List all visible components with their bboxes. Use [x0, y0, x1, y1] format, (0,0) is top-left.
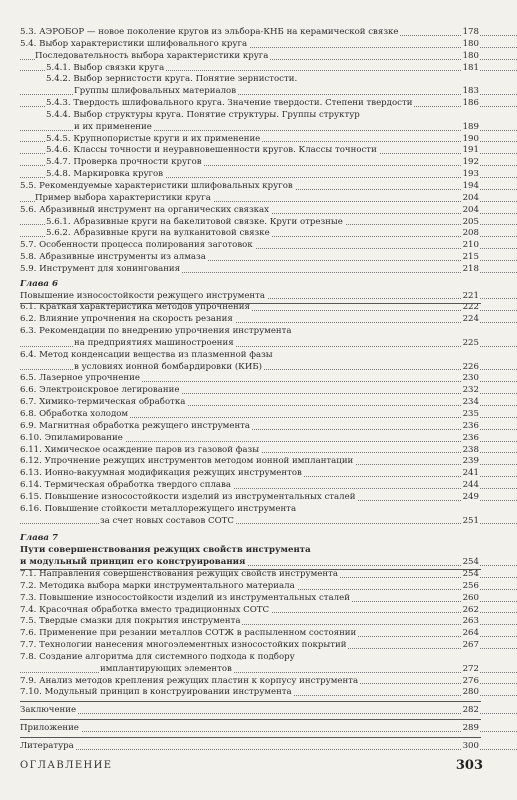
toc-entry	[0, 51, 517, 63]
toc-entry	[0, 545, 517, 557]
toc-entry-page: 239	[462, 456, 479, 467]
toc-entry	[0, 74, 517, 86]
section-divider	[20, 569, 481, 570]
toc-entry-page: 183	[462, 86, 479, 97]
toc-entry-title: 6.12. Упрочнение режущих инструментов методом ионной имплантации	[20, 456, 354, 467]
toc-entry	[0, 616, 517, 628]
toc-entry-page: 238	[462, 444, 479, 455]
toc-entry-title: 5.4.3. Твердость шлифовального круга. Значение твердости. Степени твердости	[46, 98, 413, 109]
toc-entry-page: 264	[462, 628, 479, 639]
toc-entry-title: 7.5. Твердые смазки для покрытия инструмента	[20, 616, 241, 627]
toc-entry	[0, 326, 517, 338]
toc-entry	[0, 314, 517, 326]
toc-entry	[0, 397, 517, 409]
toc-entry	[0, 240, 517, 252]
toc-entry	[0, 302, 517, 314]
toc-entry-page: 289	[462, 723, 479, 734]
toc-entry-title: 6.14. Термическая обработка твердого сплава	[20, 480, 231, 491]
toc-entry-title: 7.7. Технологии нанесения многоэлементных износостойких покрытий	[20, 640, 347, 651]
toc-entry-page: 210	[462, 240, 479, 251]
toc-entry-title: 7.6. Применение при резании металлов СОТЖ в распыленном состоянии	[20, 628, 357, 639]
toc-entry-title: 7.1. Направления совершенствования режущих свойств инструмента	[20, 568, 338, 579]
toc-entry	[0, 409, 517, 421]
section-divider	[20, 737, 481, 738]
toc-entry-title: за счет новых составов СОТС	[100, 515, 234, 526]
toc-entry-page: 189	[462, 121, 479, 132]
toc-entry-page: 222	[462, 302, 479, 313]
toc-entry	[0, 193, 517, 205]
toc-entry	[0, 86, 517, 98]
toc-entry	[0, 445, 517, 457]
toc-entry-title: 6.4. Метод конденсации вещества из плазменной фазы	[20, 349, 273, 360]
toc-entry-page: 225	[462, 337, 479, 348]
toc-entry-title: 7.2. Методика выбора марки инструментального материала	[20, 580, 295, 591]
toc-entry	[0, 628, 517, 640]
toc-entry	[0, 468, 517, 480]
toc-entry	[0, 557, 517, 569]
toc-entry	[0, 516, 517, 528]
toc-entry	[0, 504, 517, 516]
toc-entry-title: 5.5. Рекомендуемые характеристики шлифовальных кругов	[20, 180, 293, 191]
toc-entry	[0, 385, 517, 397]
toc-entry-page: 272	[462, 663, 479, 674]
dot-leader	[0, 516, 517, 528]
toc-entry-title: Заключение	[20, 705, 77, 716]
toc-entry-page: 267	[462, 640, 479, 651]
toc-entry-title: имплантирующих элементов	[100, 663, 232, 674]
toc-entry	[0, 593, 517, 605]
toc-entry-title: 6.1. Краткая характеристика методов упрочнения	[20, 302, 250, 313]
toc-entry-page: 181	[462, 62, 479, 73]
toc-entry	[0, 98, 517, 110]
toc-entry	[0, 27, 517, 39]
toc-entry-page: 194	[462, 180, 479, 191]
table-of-contents	[0, 27, 517, 753]
toc-entry-page: 236	[462, 432, 479, 443]
toc-entry	[0, 581, 517, 593]
dot-leader	[0, 664, 517, 676]
toc-entry-page: 232	[462, 385, 479, 396]
toc-entry-title: Литература	[20, 740, 74, 751]
toc-entry	[0, 252, 517, 264]
toc-entry	[0, 291, 517, 303]
toc-entry-page: 260	[462, 592, 479, 603]
toc-entry-page: 226	[462, 361, 479, 372]
toc-entry-title: 5.4.4. Выбор структуры круга. Понятие структуры. Группы структур	[46, 109, 360, 120]
toc-entry-title: и их применение	[74, 121, 152, 132]
toc-entry-title: 6.5. Лазерное упрочнение	[20, 373, 140, 384]
toc-entry-page: 190	[462, 133, 479, 144]
toc-entry-title: 5.4.5. Крупнопористые круги и их применение	[46, 133, 261, 144]
toc-entry	[0, 569, 517, 581]
toc-entry-title: 7.3. Повышение износостойкости изделий из инструментальных сталей	[20, 592, 350, 603]
toc-entry-title: на предприятиях машиностроения	[74, 337, 234, 348]
section-divider	[20, 701, 481, 702]
toc-entry-title: 5.3. АЭРОБОР — новое поколение кругов из эльбора-КНБ на керамической связке	[20, 27, 399, 37]
toc-entry-page: 215	[462, 252, 479, 263]
toc-entry-title: 7.10. Модульный принцип в конструировании инструмента	[20, 687, 292, 698]
toc-entry-title: 5.4.8. Маркировка кругов	[46, 169, 164, 180]
toc-entry-page: 218	[462, 263, 479, 274]
toc-entry-title: Группы шлифовальных материалов	[74, 86, 237, 97]
toc-entry	[0, 456, 517, 468]
toc-entry-page: 205	[462, 216, 479, 227]
toc-entry	[0, 264, 517, 276]
toc-entry	[0, 145, 517, 157]
toc-entry	[0, 676, 517, 688]
toc-entry	[0, 705, 517, 717]
toc-entry	[0, 652, 517, 664]
toc-entry-page: 254	[462, 557, 479, 568]
toc-entry	[0, 63, 517, 75]
toc-entry-page: 300	[462, 740, 479, 751]
toc-entry-title: в условиях ионной бомбардировки (КИБ)	[74, 361, 262, 372]
toc-entry-title: 5.6.2. Абразивные круги на вулканитовой связке	[46, 228, 270, 239]
toc-entry	[0, 480, 517, 492]
toc-entry-title: 7.9. Анализ методов крепления режущих пластин к корпусу инструмента	[20, 675, 359, 686]
toc-entry-title: 5.9. Инструмент для хонингования	[20, 263, 181, 274]
toc-entry	[0, 228, 517, 240]
toc-entry-title: Приложение	[20, 723, 79, 734]
toc-entry-title: 5.6.1. Абразивные круги на бакелитовой связке. Круги отрезные	[46, 216, 343, 227]
toc-entry-title: 5.4.7. Проверка прочности кругов	[46, 157, 202, 168]
toc-entry-title: 7.8. Создание алгоритма для системного подхода к подбору	[20, 651, 295, 662]
toc-entry-title: 6.10. Эпиламирование	[20, 432, 123, 443]
toc-entry-page: 180	[462, 50, 479, 61]
chapter-label: Глава 6	[20, 278, 58, 289]
toc-entry	[0, 741, 517, 753]
toc-entry-title: 5.6. Абразивный инструмент на органических связках	[20, 204, 269, 215]
toc-entry-page: 230	[462, 373, 479, 384]
toc-entry-page: 280	[462, 687, 479, 698]
dot-leader	[0, 741, 517, 753]
toc-entry-title: Повышение износостойкости режущего инструмента	[20, 290, 266, 301]
toc-entry-page: 244	[462, 480, 479, 491]
toc-entry-title: 6.15. Повышение износостойкости изделий из инструментальных сталей	[20, 491, 356, 502]
toc-entry-title: 6.13. Ионно-вакуумная модификация режущих инструментов	[20, 468, 302, 479]
toc-entry-title: и модульный принцип его конструирования	[20, 557, 246, 568]
toc-entry-page: 241	[462, 468, 479, 479]
toc-entry-page: 192	[462, 157, 479, 168]
toc-entry	[0, 640, 517, 652]
toc-entry-page: 204	[462, 204, 479, 215]
toc-entry-page: 224	[462, 314, 479, 325]
toc-entry	[0, 687, 517, 699]
toc-entry-title: 6.6. Электроискровое легирование	[20, 385, 180, 396]
toc-entry-title: 6.2. Влияние упрочнения на скорость резания	[20, 314, 233, 325]
toc-entry	[0, 723, 517, 735]
toc-entry-page: 282	[462, 705, 479, 716]
toc-entry	[0, 122, 517, 134]
toc-entry-page: 249	[462, 491, 479, 502]
toc-entry-page: 180	[462, 38, 479, 49]
toc-entry	[0, 217, 517, 229]
section-divider	[20, 719, 481, 720]
toc-entry-page: 251	[462, 515, 479, 526]
toc-entry-title: 6.16. Повышение стойкости металлорежущего инструмента	[20, 503, 297, 514]
toc-entry-title: 6.11. Химическое осаждение паров из газовой фазы	[20, 444, 260, 455]
section-divider	[20, 303, 481, 304]
toc-entry	[0, 110, 517, 122]
toc-entry-page: 262	[462, 604, 479, 615]
toc-entry	[0, 39, 517, 51]
toc-entry-title: 6.7. Химико-термическая обработка	[20, 397, 186, 408]
toc-entry-page: 178	[462, 27, 479, 37]
toc-entry-title: Пример выбора характеристики круга	[35, 192, 211, 203]
toc-entry-title: 7.4. Красочная обработка вместо традиционных СОТС	[20, 604, 270, 615]
toc-entry-title: 5.4.6. Классы точности и неуравновешенности кругов. Классы точности	[46, 145, 377, 156]
page-number: 303	[455, 758, 483, 773]
toc-entry-page: 254	[462, 568, 479, 579]
toc-entry-title: Последовательность выбора характеристики круга	[35, 50, 269, 61]
toc-entry	[0, 350, 517, 362]
toc-entry	[0, 205, 517, 217]
toc-entry-page: 208	[462, 228, 479, 239]
toc-entry-title: 5.4.2. Выбор зернистости круга. Понятие зернистости.	[46, 74, 298, 85]
toc-entry	[0, 492, 517, 504]
toc-entry	[0, 664, 517, 676]
toc-entry	[0, 433, 517, 445]
toc-entry-page: 186	[462, 98, 479, 109]
toc-entry	[0, 181, 517, 193]
toc-entry-page: 221	[462, 290, 479, 301]
toc-entry	[0, 605, 517, 617]
toc-entry	[0, 421, 517, 433]
toc-entry-page: 236	[462, 420, 479, 431]
toc-entry-title: 5.4. Выбор характеристики шлифовального круга	[20, 38, 248, 49]
toc-entry	[0, 533, 517, 545]
toc-entry-title: Пути совершенствования режущих свойств инструмента	[20, 545, 311, 556]
toc-entry	[0, 279, 517, 291]
toc-entry-page: 235	[462, 409, 479, 419]
toc-entry-page: 234	[462, 397, 479, 408]
toc-entry	[0, 338, 517, 350]
toc-entry-title: 6.3. Рекомендации по внедрению упрочнения инструмента	[20, 326, 292, 337]
page-footer	[20, 760, 483, 776]
toc-entry	[0, 362, 517, 374]
toc-entry-title: 5.4.1. Выбор связки круга	[46, 62, 165, 73]
toc-entry-title: 5.8. Абразивные инструменты из алмаза	[20, 252, 206, 263]
toc-entry-title: 6.8. Обработка холодом	[20, 409, 129, 419]
toc-entry-title: 5.7. Особенности процесса полирования заготовок	[20, 240, 253, 251]
toc-entry	[0, 157, 517, 169]
toc-entry-page: 276	[462, 675, 479, 686]
toc-entry-page: 193	[462, 169, 479, 180]
toc-entry-page: 263	[462, 616, 479, 627]
toc-entry	[0, 373, 517, 385]
chapter-label: Глава 7	[20, 533, 58, 544]
toc-entry-page: 204	[462, 192, 479, 203]
toc-entry	[0, 134, 517, 146]
toc-entry-page: 256	[462, 580, 479, 591]
toc-entry-page: 191	[462, 145, 479, 156]
toc-entry-title: 6.9. Магнитная обработка режущего инструмента	[20, 420, 251, 431]
running-head: ОГЛАВЛЕНИЕ	[20, 760, 113, 771]
toc-entry	[0, 169, 517, 181]
